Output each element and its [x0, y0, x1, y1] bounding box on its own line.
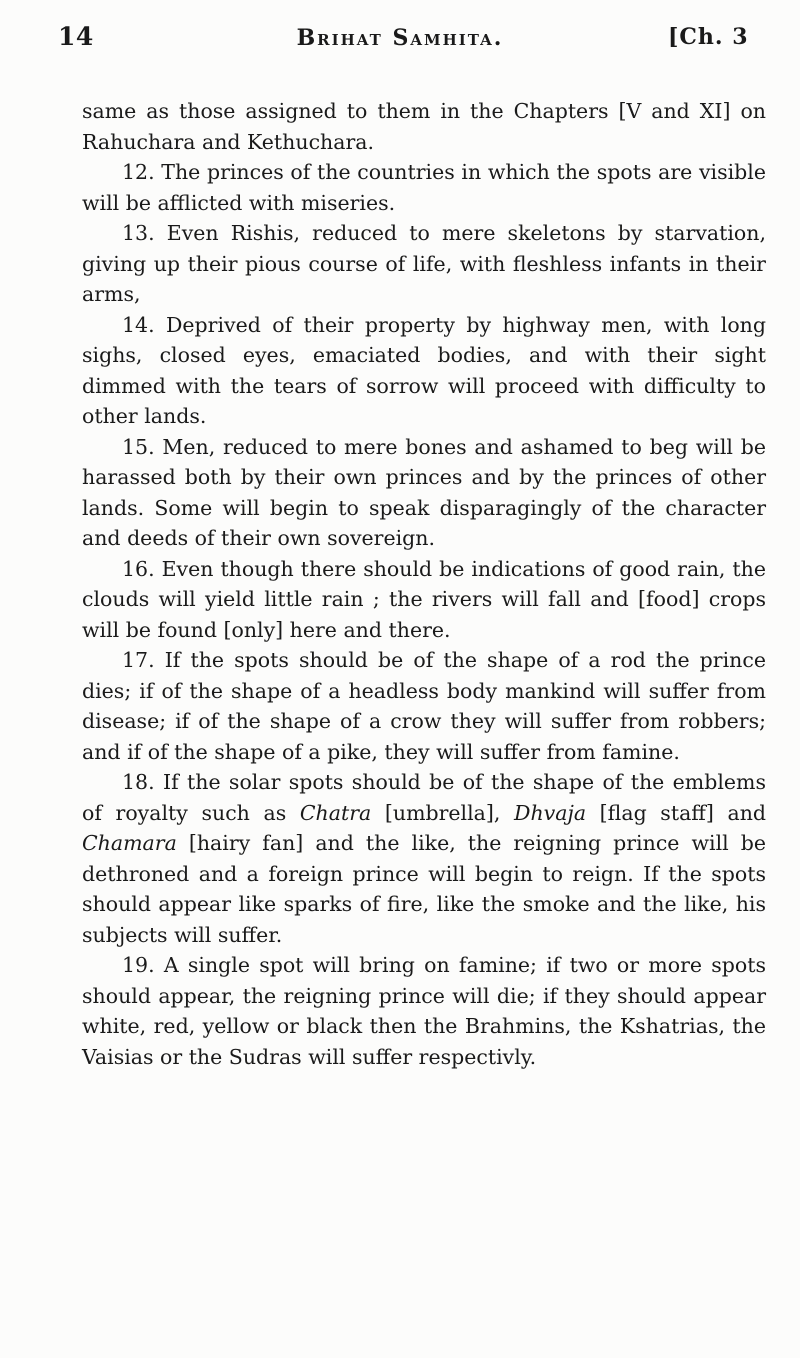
body-text — [82, 96, 766, 1072]
paragraph — [82, 310, 766, 432]
paragraph-text: Even though there should be indications of good rain, the clouds will yield little rain ; the rivers will fall and [food] crops will be found [only] here and there. — [82, 556, 766, 642]
paragraph — [82, 96, 766, 157]
paragraph-text: A single spot will bring on famine; if two or more spots should appear, the reigning prince will die; if they should appear white, red, yellow or black then the Brahmins, the Kshatrias, the Vaisias or the Sudras will suffer respectivly. — [82, 953, 766, 1069]
paragraph — [82, 645, 766, 767]
paragraph-text: same as those assigned to them in the Chapters [V and XI] on Rahuchara and Kethuchara. — [82, 99, 766, 154]
verse-number: 18. — [122, 770, 155, 794]
page-number: 14 — [58, 22, 94, 51]
paragraph-text: [flag staff] and — [586, 800, 767, 825]
sanskrit-term: Dhvaja — [514, 800, 587, 825]
paragraph — [82, 767, 766, 950]
verse-number: 17. — [122, 648, 155, 672]
paragraph — [82, 218, 766, 310]
verse-number: 14. — [122, 312, 155, 337]
book-title: Brihat Samhita. — [296, 25, 504, 51]
verse-number: 15. — [122, 434, 155, 459]
verse-number: 16. — [122, 556, 155, 581]
paragraph — [82, 432, 766, 554]
paragraph-text: [umbrella], — [371, 800, 515, 825]
verse-number: 13. — [122, 221, 155, 245]
verse-number: 19. — [122, 953, 155, 977]
paragraph — [82, 157, 766, 218]
paragraph-text: If the spots should be of the shape of a rod the prince dies; if of the shape of a headless body mankind will suffer from disease; if of the shape of a crow they will suffer from robbers; and if of the shape of a pike, they will suffer from famine. — [82, 648, 766, 764]
paragraph-text: Men, reduced to mere bones and ashamed to beg will be harassed both by their own princes and by the princes of other lands. Some will begin to speak disparagingly of the character and deeds of their own sovereign. — [82, 434, 766, 550]
verse-number: 12. — [122, 160, 155, 184]
paragraph — [82, 554, 766, 646]
paragraph-text: Deprived of their property by highway men, with long sighs, closed eyes, emaciated bodies, and with their sight dimmed with the tears of sorrow will proceed with difficulty to other lands. — [82, 312, 766, 428]
paragraph-text: [hairy fan] and the like, the reigning prince will be dethroned and a foreign prince will begin to reign. If the spots should appear like sparks of fire, like the smoke and the like, his subjects will suffer. — [82, 831, 766, 947]
sanskrit-term: Chatra — [299, 800, 372, 825]
sanskrit-term: Chamara — [82, 831, 177, 855]
chapter-label: [Ch. 3 — [668, 24, 749, 50]
paragraph-text: Even Rishis, reduced to mere skeletons by starvation, giving up their pious course of life, with fleshless infants in their arms, — [82, 221, 766, 306]
running-header — [0, 22, 800, 62]
paragraph-text: The princes of the countries in which the spots are visible will be afflicted with miseries. — [82, 160, 766, 215]
paragraph — [82, 950, 766, 1072]
paragraph-text: If the solar spots should be of the shape of the emblems of royalty such as — [82, 770, 766, 825]
